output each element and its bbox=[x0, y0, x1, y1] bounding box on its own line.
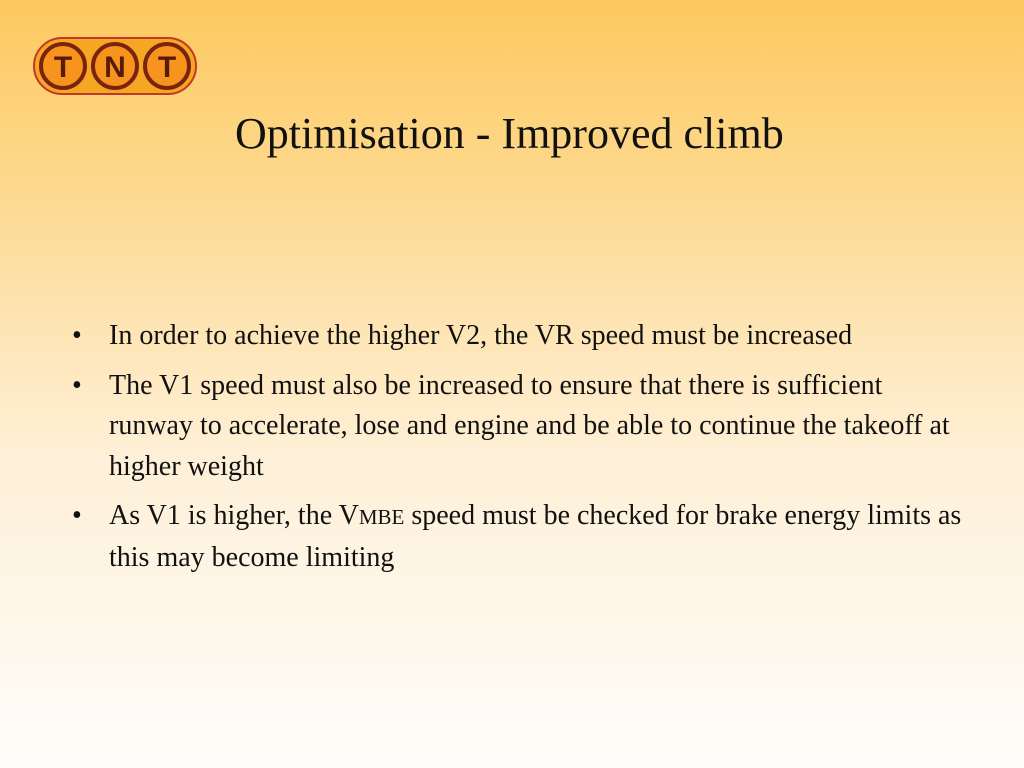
bullet-glyph: • bbox=[72, 320, 82, 351]
bullet-item bbox=[72, 316, 972, 357]
bullet-item bbox=[72, 496, 972, 578]
svg-text:T: T bbox=[53, 51, 73, 84]
bullet-text: The V1 speed must also be increased to ensure that there is sufficient runway to accelerate, lose and engine and be able to continue the takeoff at higher weight bbox=[109, 369, 950, 482]
slide-title: Optimisation - Improved climb bbox=[235, 109, 784, 158]
bullet-text-subscript: MBE bbox=[358, 505, 405, 529]
svg-text:T: T bbox=[157, 51, 177, 84]
tnt-logo-letter-n bbox=[93, 44, 137, 88]
tnt-logo-letter-t1 bbox=[41, 44, 85, 88]
svg-text:N: N bbox=[104, 51, 126, 84]
tnt-logo bbox=[33, 37, 197, 95]
bullet-item bbox=[72, 366, 972, 488]
bullet-glyph: • bbox=[72, 500, 82, 531]
tnt-logo-letter-t2 bbox=[145, 44, 189, 88]
bullet-text: In order to achieve the higher V2, the VR speed must be increased bbox=[109, 320, 853, 351]
bullet-text-suffix: speed must be checked for brake energy limits as this may become limiting bbox=[109, 500, 962, 573]
bullet-glyph: • bbox=[72, 369, 82, 401]
bullet-list bbox=[72, 316, 972, 587]
bullet-text-prefix: As V1 is higher, the V bbox=[109, 500, 359, 531]
